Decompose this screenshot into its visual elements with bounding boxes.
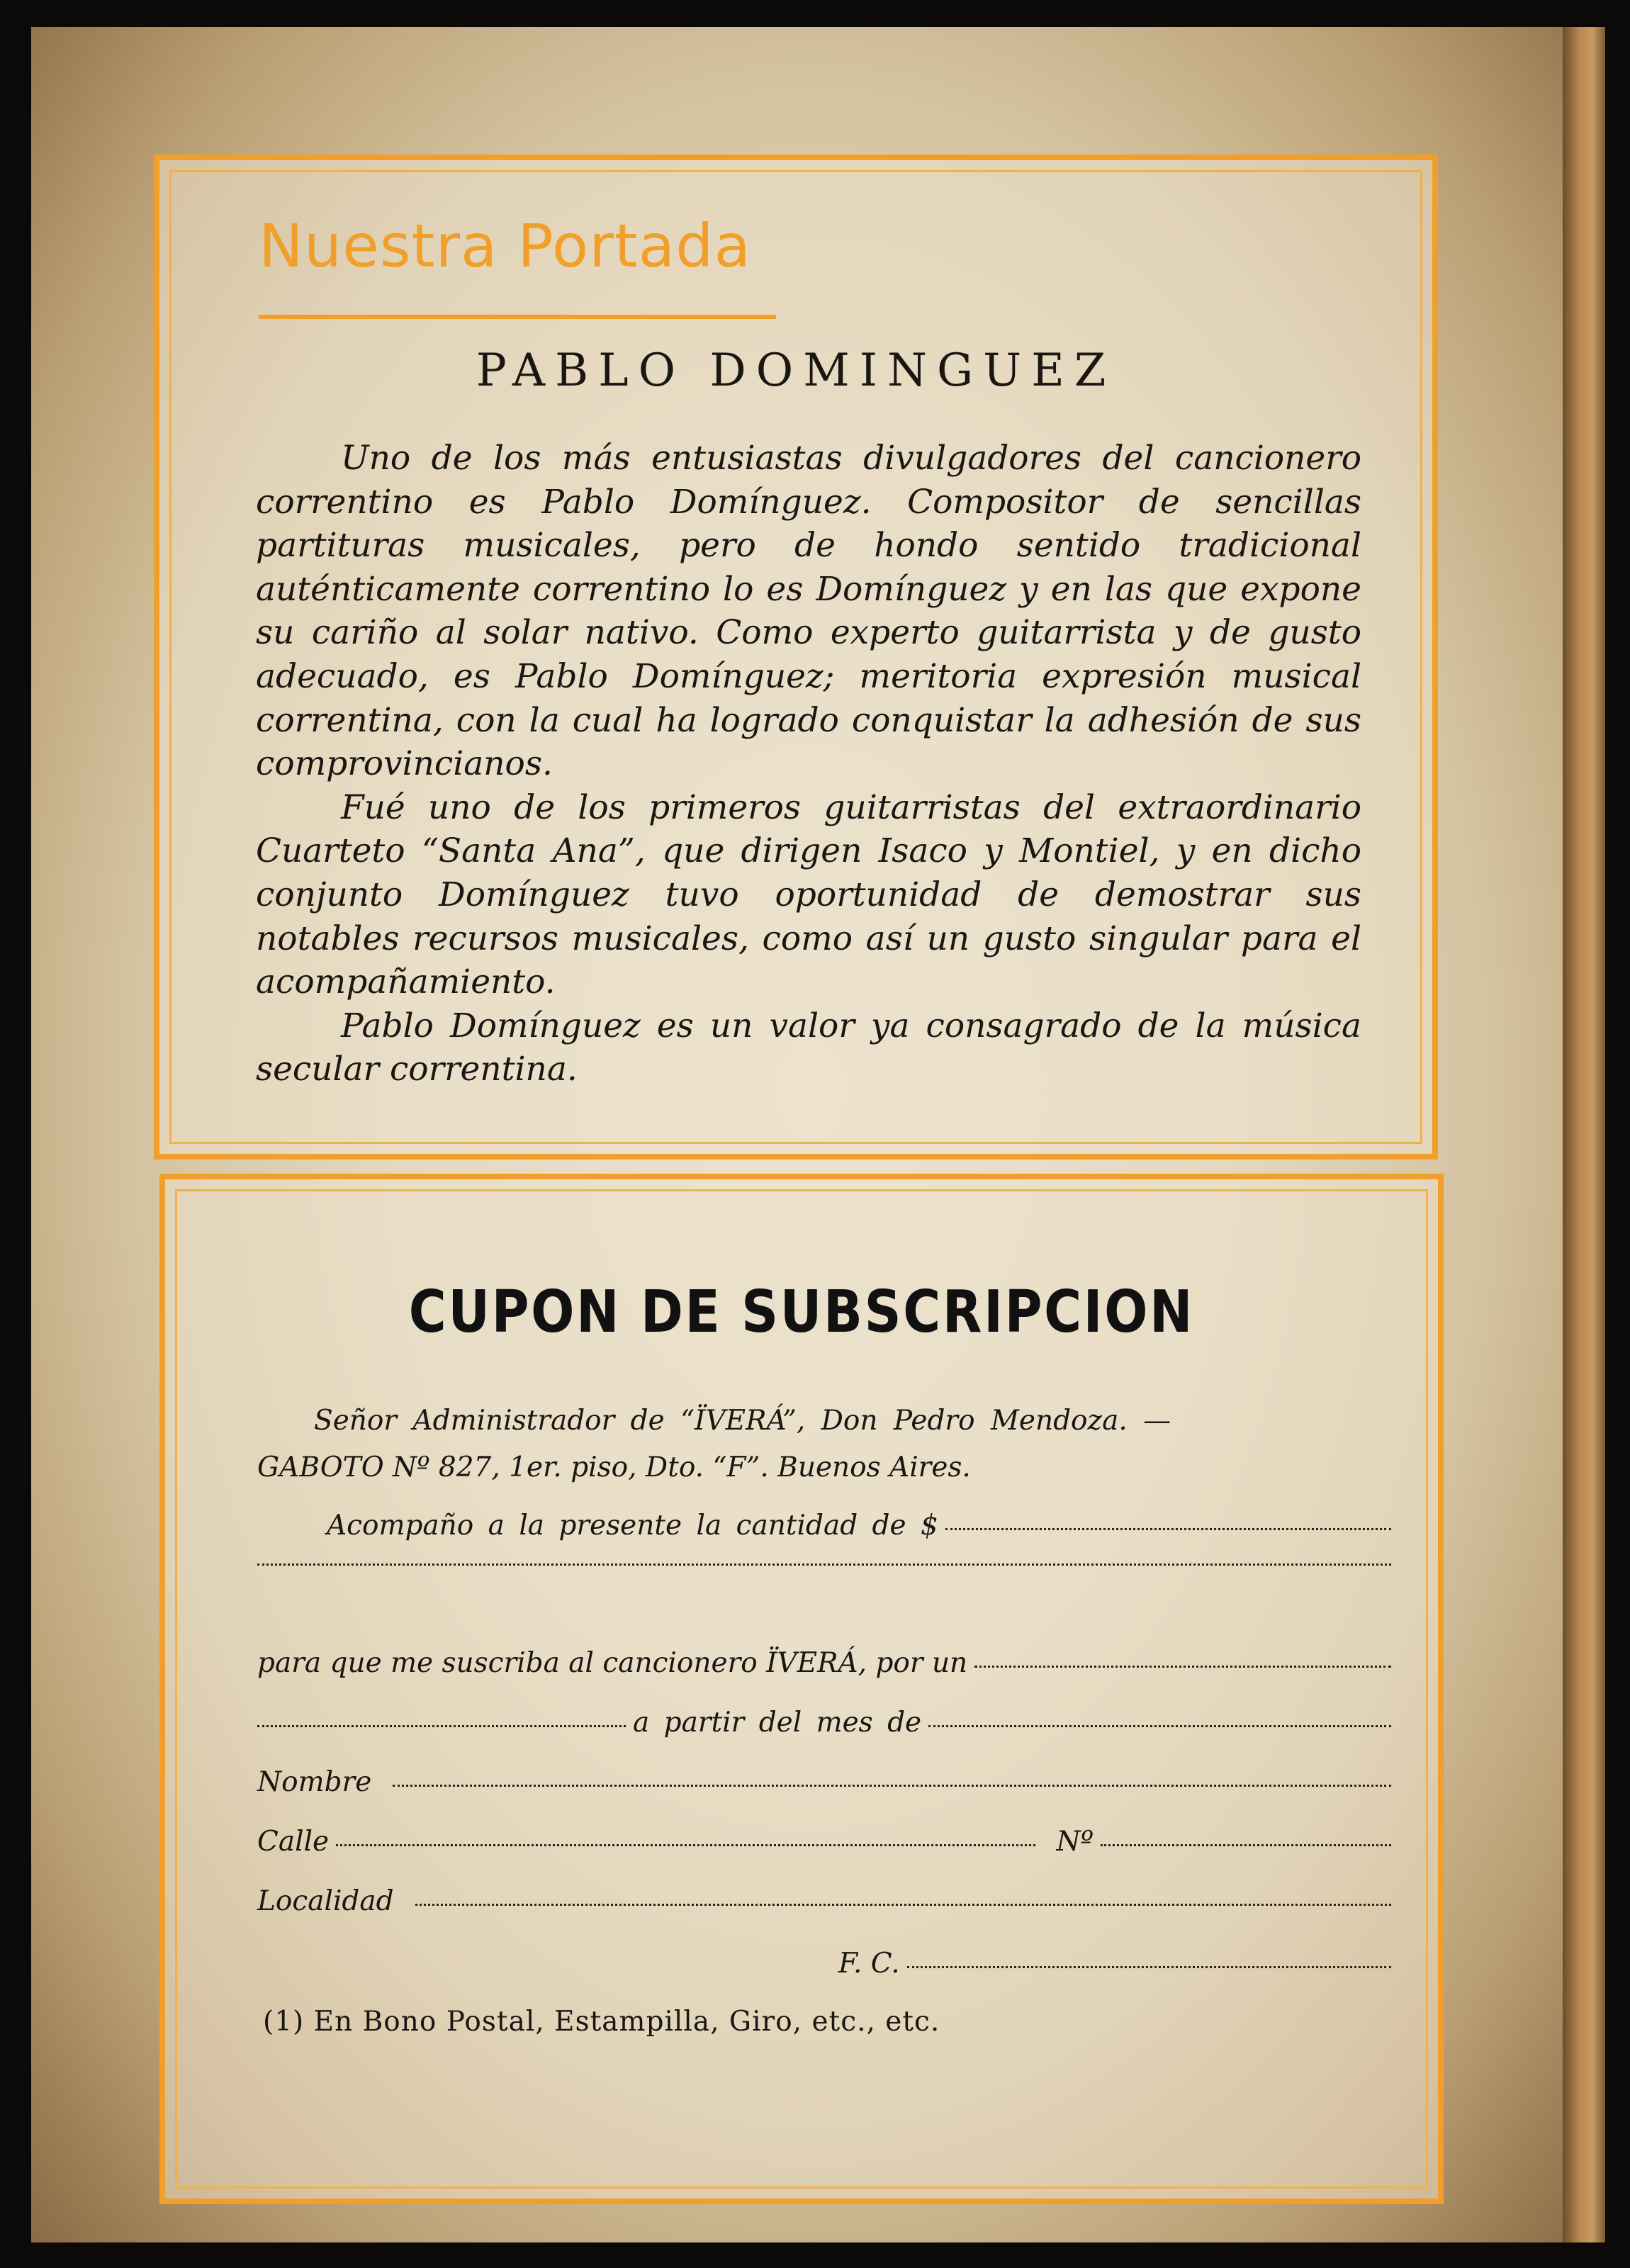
coupon-title: CUPON DE SUBSCRIPCION: [408, 1279, 1195, 1346]
number-label: Nº: [1056, 1826, 1094, 1858]
address-line-1-text: Señor Administrador de “ÏVERÁ”, Don Pedro Mendoza. —: [314, 1405, 1171, 1437]
bio-paragraph: Pablo Domínguez es un valor ya consagrado de la música secular correntina.: [256, 1006, 1361, 1089]
payment-footnote: (1) En Bono Postal, Estampilla, Giro, etc., etc.: [263, 2006, 940, 2038]
amount-field[interactable]: [327, 1510, 1391, 1542]
amount-label: Acompaño a la presente la cantidad de $: [327, 1510, 938, 1542]
street-label: Calle: [257, 1826, 330, 1858]
from-month-label: a partir del mes de: [633, 1707, 922, 1739]
featured-name: PABLO DOMINGUEZ: [476, 344, 1116, 397]
cover-story-box: [154, 155, 1438, 1160]
street-field[interactable]: [257, 1826, 1391, 1858]
biography-text: [256, 437, 1361, 1091]
address-line-2: [257, 1452, 971, 1483]
amount-continuation-field[interactable]: [257, 1568, 1391, 1570]
start-month-field[interactable]: [257, 1707, 1391, 1739]
bio-paragraph: Fué uno de los primeros guitarristas del extraordinario Cuarteto “Santa Ana”, que dirigen Isaco y Montiel, y en dicho conjunto Domínguez tuvo oportunidad de demostrar sus notables recursos musicales, como así un gusto singular para el acompañamiento.: [256, 787, 1361, 1002]
locality-blank[interactable]: [415, 1904, 1391, 1906]
amount-blank-continuation[interactable]: [257, 1564, 1391, 1566]
locality-label: Localidad: [257, 1885, 394, 1917]
address-line-1: [314, 1405, 1391, 1437]
subscription-period-field[interactable]: [257, 1647, 1391, 1679]
next-page-edge: [1563, 27, 1605, 2242]
heading-underline: [259, 315, 776, 319]
fc-blank[interactable]: [907, 1966, 1391, 1968]
bio-paragraph: Uno de los más entusiastas divulgadores del cancionero correntino es Pablo Domínguez. Compositor de sencillas partituras musicales, pero de hondo sentido tradicional auténticamente correntino lo es Domínguez y en las que expone su cariño al solar nativo. Como experto guitarrista y de gusto adecuado, es Pablo Domínguez; meritoria expresión musical correntina, con la cual ha logrado conquistar la adhesión de sus comprovincianos.: [256, 439, 1361, 784]
name-label: Nombre: [257, 1766, 372, 1798]
name-blank[interactable]: [393, 1785, 1391, 1787]
railway-field[interactable]: [838, 1948, 1391, 1980]
section-heading: Nuestra Portada: [259, 211, 751, 281]
subscription-coupon: [159, 1174, 1444, 2204]
period-blank[interactable]: [974, 1666, 1391, 1668]
address-line-2-text: GABOTO Nº 827, 1er. piso, Dto. “F”. Buenos Aires.: [257, 1452, 971, 1483]
number-blank[interactable]: [1101, 1844, 1391, 1846]
locality-field[interactable]: [257, 1885, 1391, 1917]
period-blank-continuation[interactable]: [257, 1725, 626, 1727]
amount-blank[interactable]: [945, 1528, 1391, 1530]
fc-label: F. C.: [838, 1948, 900, 1980]
name-field[interactable]: [257, 1766, 1391, 1798]
street-blank[interactable]: [336, 1844, 1035, 1846]
month-blank[interactable]: [928, 1725, 1391, 1727]
subscribe-label: para que me suscriba al cancionero ÏVERÁ, por un: [257, 1647, 968, 1679]
